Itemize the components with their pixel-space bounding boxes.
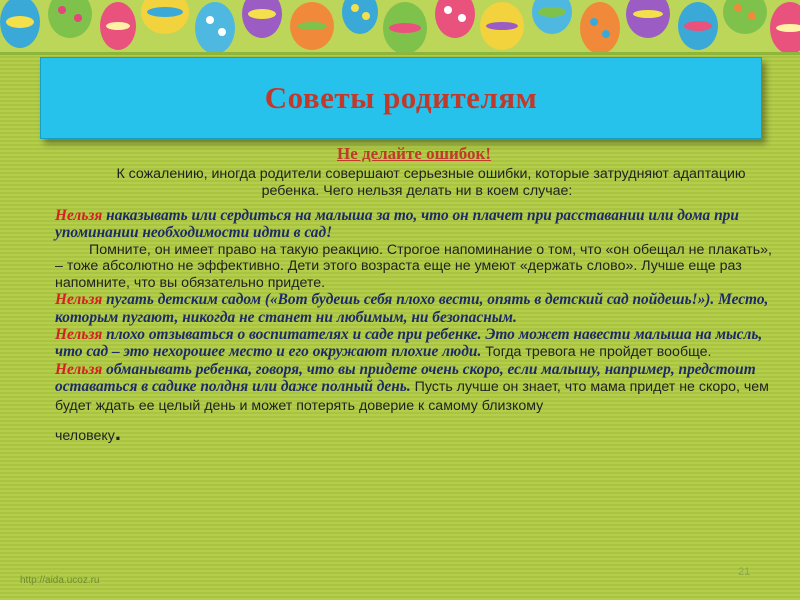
rule-3-note: Тогда тревога не пройдет вообще. — [481, 343, 712, 360]
intro-text: К сожалению, иногда родители совершают серьезные ошибки, которые затрудняют адаптацию ребенка. Чего нельзя делать ни в коем случае: — [116, 166, 746, 199]
rule-1-text: наказывать или сердиться на малыша за то, что он плачет при расставании или дома при упоминании необходимости идти в сад! — [55, 207, 739, 242]
page-number: 21 — [738, 566, 751, 578]
rule-3-text: плохо отзываться о воспитателях и саде при ребенке. Это может навести малыша на мысль, что сад – это нехорошее место и его окружают плохие люди. — [55, 325, 763, 360]
rule-3 — [55, 326, 773, 361]
rule-4-keyword: Нельзя — [55, 361, 103, 379]
rule-1-note: Помните, он имеет право на такую реакцию. Строгое напоминание о том, что «он обещал не плакать», – тоже абсолютно не эффективно. Дети этого возраста еще не умеют «держать слово». Лучше еще раз напомните, что вы обязательно придете. — [55, 241, 772, 291]
rule-3-keyword: Нельзя — [55, 325, 103, 343]
slide-title: Советы родителям — [264, 80, 538, 115]
decorative-egg-banner — [0, 0, 800, 55]
rule-1 — [55, 207, 773, 241]
rule-2 — [55, 291, 773, 325]
rule-4-last-line — [55, 419, 773, 445]
subheading: Не делайте ошибок! — [336, 144, 492, 163]
intro-paragraph — [55, 166, 773, 199]
easter-eggs-pattern-icon — [0, 0, 800, 52]
rule-2-text: пугать детским садом («Вот будешь себя плохо вести, опять в детский сад пойдешь!»). Место, которым пугают, никогда не станет ни любимым, ни безопасным. — [55, 291, 769, 326]
rule-2-keyword: Нельзя — [55, 291, 103, 309]
rule-1-keyword: Нельзя — [55, 207, 103, 225]
title-box — [40, 57, 762, 139]
footer-url: http://aida.ucoz.ru — [20, 575, 100, 586]
rule-4-text: обманывать ребенка, говоря, что вы придете очень скоро, если малышу, например, предстоит оставаться в садике полдня или даже полный день. — [55, 361, 756, 396]
rule-4-end: . — [114, 419, 121, 445]
rule-4 — [55, 361, 773, 415]
slide-content — [55, 144, 773, 444]
rule-4-last-word: человеку — [55, 427, 115, 444]
rule-4-note: Пусть лучше он знает, что мама придет не скоро, чем будет ждать ее целый день и может потерять доверие к самому близкому — [55, 379, 769, 414]
